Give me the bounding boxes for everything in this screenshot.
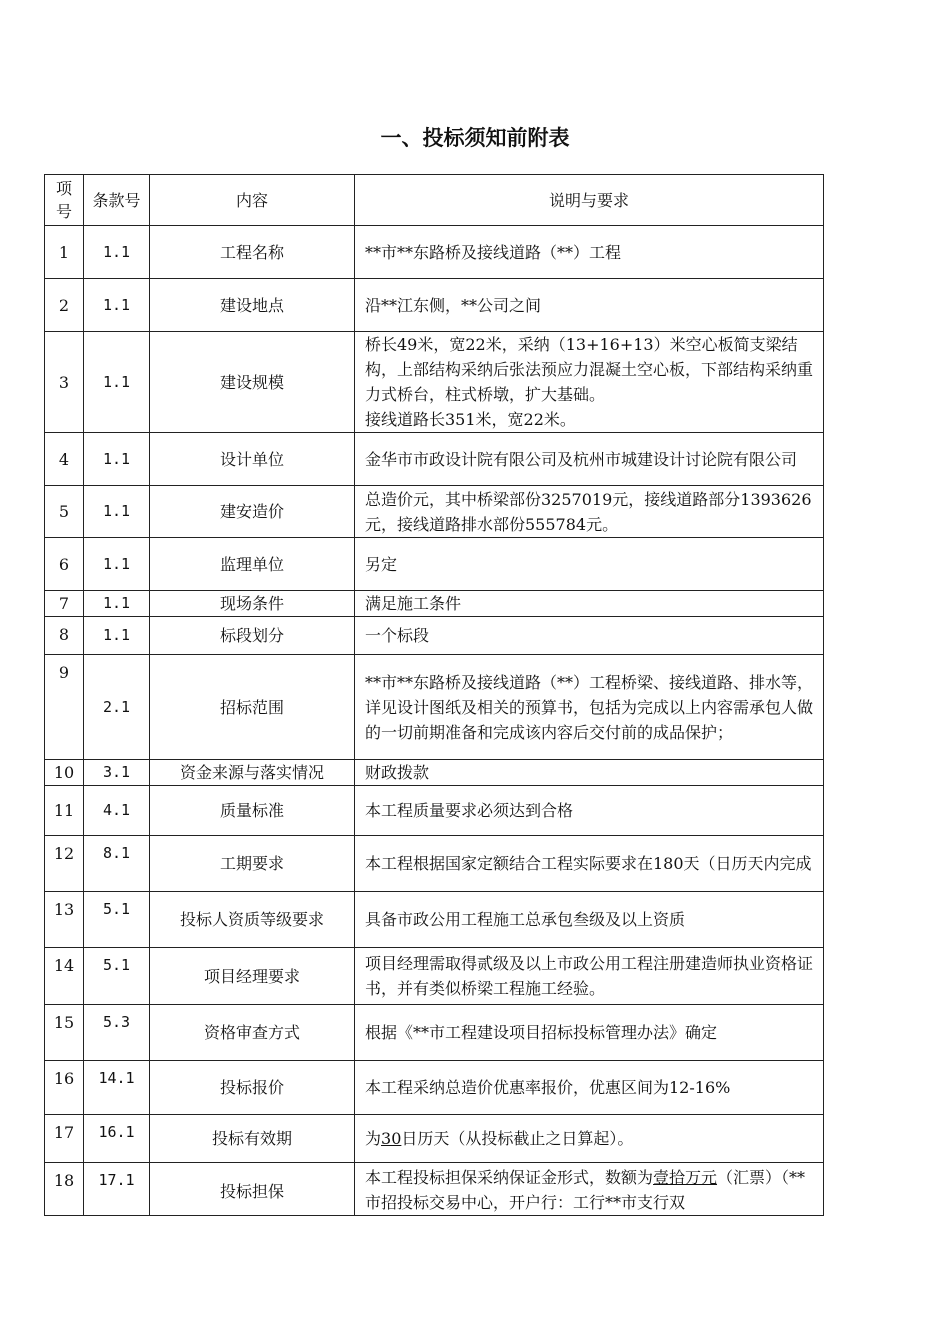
row-content: 建安造价 xyxy=(150,486,355,538)
row-clause: 2.1 xyxy=(84,655,150,760)
row-content: 设计单位 xyxy=(150,433,355,486)
row-requirement: 满足施工条件 xyxy=(355,591,824,617)
row-clause: 1.1 xyxy=(84,226,150,279)
requirement-underlined: 壹拾万元 xyxy=(653,1168,718,1187)
table-row xyxy=(45,1061,824,1115)
row-clause: 5.1 xyxy=(84,892,150,948)
table-row xyxy=(45,760,824,786)
row-no: 4 xyxy=(45,433,84,486)
row-clause: 17.1 xyxy=(84,1163,150,1216)
row-content: 项目经理要求 xyxy=(150,948,355,1005)
table-row xyxy=(45,836,824,892)
row-content: 招标范围 xyxy=(150,655,355,760)
row-content: 建设地点 xyxy=(150,279,355,332)
row-clause: 14.1 xyxy=(84,1061,150,1115)
row-no: 7 xyxy=(45,591,84,617)
row-no: 5 xyxy=(45,486,84,538)
table-row xyxy=(45,226,824,279)
requirement-text-end: （汇票）（**市招投标交易中心，开户行：工行**市支行双 xyxy=(365,1168,806,1212)
row-clause: 1.1 xyxy=(84,433,150,486)
row-requirement: 本工程质量要求必须达到合格 xyxy=(355,786,824,836)
requirement-text: 为 xyxy=(365,1129,382,1148)
requirement-text: 桥长49米，宽22米，采纳（13+16+13）米空心板简支梁结构，上部结构采纳后张法预应力混凝土空心板，下部结构采纳重力式桥台，柱式桥墩，扩大基础。 xyxy=(365,335,814,404)
table-row xyxy=(45,433,824,486)
row-requirement xyxy=(355,1115,824,1163)
row-content: 资金来源与落实情况 xyxy=(150,760,355,786)
row-requirement: 总造价元，其中桥梁部份3257019元，接线道路部分1393626元，接线道路排水部份555784元。 xyxy=(355,486,824,538)
requirement-text-2: 接线道路长351米，宽22米。 xyxy=(365,410,576,429)
table-row xyxy=(45,486,824,538)
row-clause: 4.1 xyxy=(84,786,150,836)
row-content: 现场条件 xyxy=(150,591,355,617)
row-requirement: 本工程根据国家定额结合工程实际要求在180天（日历天内完成 xyxy=(355,836,824,892)
row-no: 17 xyxy=(45,1115,84,1163)
row-no: 9 xyxy=(45,655,84,760)
table-row xyxy=(45,655,824,760)
row-no: 15 xyxy=(45,1005,84,1061)
row-clause: 5.1 xyxy=(84,948,150,1005)
table-row xyxy=(45,538,824,591)
row-requirement: 另定 xyxy=(355,538,824,591)
bid-notice-table xyxy=(44,174,824,1216)
row-clause: 1.1 xyxy=(84,591,150,617)
row-content: 工程名称 xyxy=(150,226,355,279)
row-no: 12 xyxy=(45,836,84,892)
row-content: 投标人资质等级要求 xyxy=(150,892,355,948)
row-content: 投标有效期 xyxy=(150,1115,355,1163)
requirement-underlined: 30 xyxy=(381,1129,402,1148)
row-no: 3 xyxy=(45,332,84,433)
row-requirement: 一个标段 xyxy=(355,617,824,655)
row-clause: 1.1 xyxy=(84,538,150,591)
table-row xyxy=(45,332,824,433)
row-requirement: 根据《**市工程建设项目招标投标管理办法》确定 xyxy=(355,1005,824,1061)
row-no: 16 xyxy=(45,1061,84,1115)
table-row xyxy=(45,1115,824,1163)
row-clause: 1.1 xyxy=(84,332,150,433)
row-requirement: **市**东路桥及接线道路（**）工程桥梁、接线道路、排水等，详见设计图纸及相关的预算书，包括为完成以上内容需承包人做的一切前期准备和完成该内容后交付前的成品保护； xyxy=(355,655,824,760)
row-clause: 1.1 xyxy=(84,617,150,655)
row-no: 13 xyxy=(45,892,84,948)
row-no: 2 xyxy=(45,279,84,332)
header-requirement: 说明与要求 xyxy=(355,175,824,226)
table-row xyxy=(45,591,824,617)
row-clause: 1.1 xyxy=(84,486,150,538)
header-no: 项号 xyxy=(45,175,84,226)
requirement-text: 本工程投标担保采纳保证金形式，数额为 xyxy=(365,1168,654,1187)
row-requirement: **市**东路桥及接线道路（**）工程 xyxy=(355,226,824,279)
row-content: 建设规模 xyxy=(150,332,355,433)
row-content: 投标报价 xyxy=(150,1061,355,1115)
row-clause: 8.1 xyxy=(84,836,150,892)
table-row xyxy=(45,279,824,332)
table-row xyxy=(45,1005,824,1061)
row-requirement xyxy=(355,1163,824,1216)
row-requirement: 本工程采纳总造价优惠率报价，优惠区间为12-16% xyxy=(355,1061,824,1115)
row-content: 质量标准 xyxy=(150,786,355,836)
row-requirement: 财政拨款 xyxy=(355,760,824,786)
row-clause: 1.1 xyxy=(84,279,150,332)
table-row xyxy=(45,786,824,836)
row-requirement: 金华市市政设计院有限公司及杭州市城建设计讨论院有限公司 xyxy=(355,433,824,486)
table-header-row xyxy=(45,175,824,226)
table-row xyxy=(45,892,824,948)
row-content: 投标担保 xyxy=(150,1163,355,1216)
row-no: 10 xyxy=(45,760,84,786)
row-requirement xyxy=(355,332,824,433)
header-clause: 条款号 xyxy=(84,175,150,226)
row-no: 1 xyxy=(45,226,84,279)
page-title: 一、投标须知前附表 xyxy=(380,126,570,150)
row-content: 资格审查方式 xyxy=(150,1005,355,1061)
row-requirement: 具备市政公用工程施工总承包叁级及以上资质 xyxy=(355,892,824,948)
row-no: 8 xyxy=(45,617,84,655)
row-content: 标段划分 xyxy=(150,617,355,655)
table-row xyxy=(45,1163,824,1216)
table-row xyxy=(45,948,824,1005)
header-content: 内容 xyxy=(150,175,355,226)
row-content: 工期要求 xyxy=(150,836,355,892)
row-no: 11 xyxy=(45,786,84,836)
row-clause: 16.1 xyxy=(84,1115,150,1163)
row-clause: 3.1 xyxy=(84,760,150,786)
requirement-text-end: 日历天（从投标截止之日算起）。 xyxy=(401,1129,634,1148)
row-no: 6 xyxy=(45,538,84,591)
row-no: 14 xyxy=(45,948,84,1005)
row-clause: 5.3 xyxy=(84,1005,150,1061)
row-content: 监理单位 xyxy=(150,538,355,591)
row-no: 18 xyxy=(45,1163,84,1216)
row-requirement: 沿**江东侧，**公司之间 xyxy=(355,279,824,332)
row-requirement: 项目经理需取得贰级及以上市政公用工程注册建造师执业资格证书，并有类似桥梁工程施工经验。 xyxy=(355,948,824,1005)
table-row xyxy=(45,617,824,655)
